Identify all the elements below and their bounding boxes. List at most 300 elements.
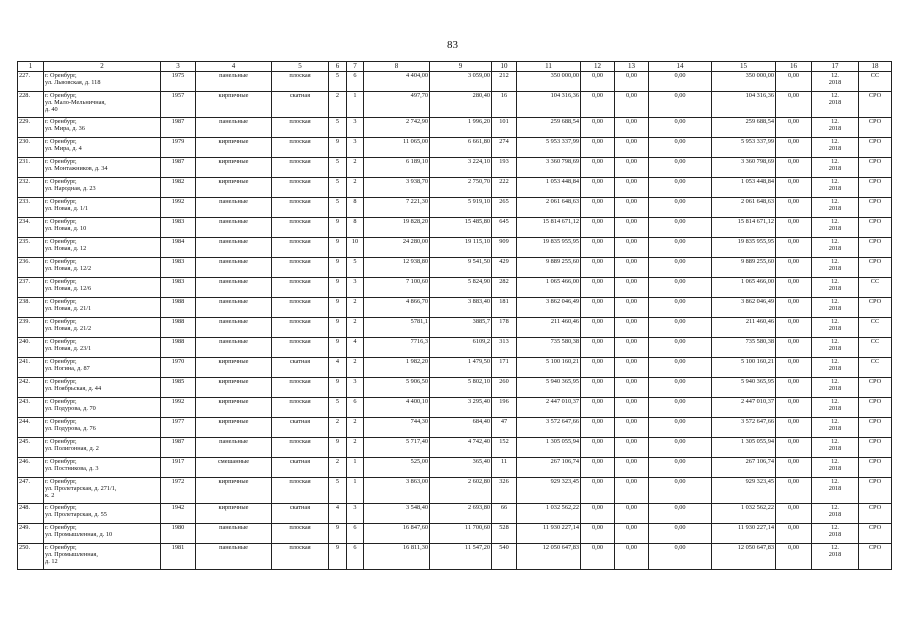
address-line: ул. Новая, д. 12/2 [45,265,92,272]
year-cell: 1992 [161,398,196,418]
address-line: г. Оренбург, [45,418,77,425]
term-line: 2018 [828,265,842,272]
term-line: 12. [831,438,839,445]
year-cell: 1917 [161,458,196,478]
term-line: 12. [831,178,839,185]
wall-material-cell: кирпичные [196,158,272,178]
table-row [18,138,892,158]
residents-cell: 171 [492,358,517,378]
roof-type-cell: плоская [272,258,329,278]
address-line: г. Оренбург, [45,438,77,445]
cost-col13-cell: 0,00 [615,218,649,238]
floors-cell: 9 [329,138,347,158]
cost-col16-cell: 0,00 [776,138,812,158]
entrances-cell: 2 [347,358,364,378]
living-area-cell: 5 802,10 [430,378,492,398]
cost-col13-cell: 0,00 [615,418,649,438]
wall-material-cell: панельные [196,118,272,138]
table-row [18,238,892,258]
floors-cell: 4 [329,358,347,378]
residents-cell: 101 [492,118,517,138]
year-cell: 1988 [161,298,196,318]
living-area-cell: 3 295,40 [430,398,492,418]
cost-col14-cell: 0,00 [649,504,712,524]
address-cell [44,278,161,298]
completion-term-cell [812,378,859,398]
residents-cell: 260 [492,378,517,398]
entrances-cell: 2 [347,158,364,178]
cost-total-cell: 11 930 227,14 [517,524,581,544]
residents-cell: 528 [492,524,517,544]
completion-term-cell [812,418,859,438]
fund-method-cell: СРО [859,138,892,158]
row-number-cell: 233. [18,198,44,218]
cost-col13-cell: 0,00 [615,338,649,358]
table-row [18,418,892,438]
year-cell: 1982 [161,178,196,198]
address-cell [44,398,161,418]
year-cell: 1970 [161,358,196,378]
address-line: ул. Новая, д. 21/1 [45,305,92,312]
wall-material-cell: кирпичные [196,138,272,158]
cost-col12-cell: 0,00 [581,318,615,338]
cost-col12-cell: 0,00 [581,338,615,358]
address-line: ул. Постникова, д. 3 [45,465,99,472]
total-area-cell: 16 847,60 [364,524,430,544]
row-number-cell: 242. [18,378,44,398]
cost-col16-cell: 0,00 [776,298,812,318]
cost-col14-cell: 0,00 [649,358,712,378]
cost-col15-cell: 15 814 671,12 [712,218,776,238]
row-number-cell: 246. [18,458,44,478]
column-header-2: 2 [44,62,161,72]
residents-cell: 540 [492,544,517,570]
completion-term-cell [812,438,859,458]
table-row [18,258,892,278]
cost-total-cell: 1 032 562,22 [517,504,581,524]
term-line: 12. [831,378,839,385]
residents-cell: 152 [492,438,517,458]
cost-col16-cell: 0,00 [776,258,812,278]
cost-total-cell: 929 323,45 [517,478,581,504]
table-row [18,198,892,218]
cost-col12-cell: 0,00 [581,218,615,238]
cost-col16-cell: 0,00 [776,438,812,458]
cost-col15-cell: 1 305 055,94 [712,438,776,458]
cost-col14-cell: 0,00 [649,178,712,198]
table-row [18,178,892,198]
cost-col12-cell: 0,00 [581,238,615,258]
entrances-cell: 1 [347,92,364,118]
living-area-cell: 9 541,50 [430,258,492,278]
term-line: 12. [831,158,839,165]
total-area-cell: 11 065,00 [364,138,430,158]
address-line: г. Оренбург, [45,278,77,285]
floors-cell: 2 [329,418,347,438]
residents-cell: 313 [492,338,517,358]
cost-col15-cell: 211 460,46 [712,318,776,338]
term-line: 12. [831,398,839,405]
living-area-cell: 11 700,60 [430,524,492,544]
roof-type-cell: плоская [272,524,329,544]
row-number-cell: 229. [18,118,44,138]
table-row [18,278,892,298]
address-cell [44,378,161,398]
column-header-10: 10 [492,62,517,72]
cost-col15-cell: 3 862 046,49 [712,298,776,318]
cost-col14-cell: 0,00 [649,478,712,504]
residents-cell: 909 [492,238,517,258]
table-row [18,358,892,378]
living-area-cell: 3 883,40 [430,298,492,318]
entrances-cell: 10 [347,238,364,258]
housing-register-table [17,61,892,570]
cost-col13-cell: 0,00 [615,504,649,524]
cost-col16-cell: 0,00 [776,544,812,570]
year-cell: 1987 [161,158,196,178]
cost-col15-cell: 267 106,74 [712,458,776,478]
fund-method-cell: СРО [859,524,892,544]
entrances-cell: 3 [347,138,364,158]
row-number-cell: 245. [18,438,44,458]
year-cell: 1942 [161,504,196,524]
column-header-14: 14 [649,62,712,72]
address-line: ул. Новая, д. 21/2 [45,325,92,332]
fund-method-cell: СРО [859,92,892,118]
cost-col14-cell: 0,00 [649,92,712,118]
fund-method-cell: СРО [859,398,892,418]
cost-col15-cell: 5 953 337,99 [712,138,776,158]
cost-col13-cell: 0,00 [615,438,649,458]
term-line: 2018 [828,125,842,132]
total-area-cell: 5 906,50 [364,378,430,398]
residents-cell: 178 [492,318,517,338]
cost-col16-cell: 0,00 [776,338,812,358]
term-line: 12. [831,218,839,225]
living-area-cell: 3885,7 [430,318,492,338]
roof-type-cell: плоская [272,118,329,138]
cost-col16-cell: 0,00 [776,278,812,298]
roof-type-cell: плоская [272,478,329,504]
row-number-cell: 237. [18,278,44,298]
year-cell: 1975 [161,72,196,92]
cost-col15-cell: 1 053 448,84 [712,178,776,198]
row-number-cell: 228. [18,92,44,118]
residents-cell: 193 [492,158,517,178]
total-area-cell: 16 811,30 [364,544,430,570]
wall-material-cell: панельные [196,278,272,298]
cost-col12-cell: 0,00 [581,524,615,544]
floors-cell: 9 [329,438,347,458]
completion-term-cell [812,298,859,318]
term-line: 2018 [828,385,842,392]
table-row [18,92,892,118]
address-cell [44,524,161,544]
residents-cell: 326 [492,478,517,504]
cost-col13-cell: 0,00 [615,138,649,158]
cost-total-cell: 5 100 160,21 [517,358,581,378]
cost-col14-cell: 0,00 [649,398,712,418]
wall-material-cell: кирпичные [196,92,272,118]
cost-col16-cell: 0,00 [776,318,812,338]
residents-cell: 274 [492,138,517,158]
total-area-cell: 1 982,20 [364,358,430,378]
address-line: г. Оренбург, [45,218,77,225]
cost-col14-cell: 0,00 [649,138,712,158]
roof-type-cell: плоская [272,544,329,570]
cost-total-cell: 9 889 255,60 [517,258,581,278]
cost-col15-cell: 19 835 955,95 [712,238,776,258]
column-header-4: 4 [196,62,272,72]
year-cell: 1992 [161,198,196,218]
table-row [18,438,892,458]
floors-cell: 9 [329,544,347,570]
cost-col15-cell: 929 323,45 [712,478,776,504]
year-cell: 1988 [161,318,196,338]
cost-col14-cell: 0,00 [649,238,712,258]
cost-total-cell: 1 305 055,94 [517,438,581,458]
living-area-cell: 2 693,80 [430,504,492,524]
cost-col14-cell: 0,00 [649,418,712,438]
address-line: ул. Пролетарская, д. 55 [45,511,107,518]
year-cell: 1972 [161,478,196,504]
floors-cell: 5 [329,178,347,198]
term-line: 2018 [828,99,842,106]
column-header-11: 11 [517,62,581,72]
table-row [18,478,892,504]
address-line: ул. Новая, д. 23/1 [45,345,92,352]
cost-col13-cell: 0,00 [615,298,649,318]
address-cell [44,198,161,218]
cost-col15-cell: 1 032 562,22 [712,504,776,524]
fund-method-cell: СС [859,358,892,378]
cost-total-cell: 3 572 647,66 [517,418,581,438]
cost-col14-cell: 0,00 [649,318,712,338]
term-line: 12. [831,138,839,145]
cost-col15-cell: 9 889 255,60 [712,258,776,278]
cost-col13-cell: 0,00 [615,178,649,198]
fund-method-cell: СС [859,72,892,92]
year-cell: 1957 [161,92,196,118]
address-cell [44,118,161,138]
completion-term-cell [812,118,859,138]
floors-cell: 9 [329,218,347,238]
cost-col12-cell: 0,00 [581,398,615,418]
completion-term-cell [812,358,859,378]
total-area-cell: 24 280,00 [364,238,430,258]
address-cell [44,544,161,570]
roof-type-cell: плоская [272,398,329,418]
address-line: г. Оренбург, [45,298,77,305]
cost-col13-cell: 0,00 [615,358,649,378]
cost-col16-cell: 0,00 [776,72,812,92]
table-header [18,62,892,72]
living-area-cell: 684,40 [430,418,492,438]
cost-col14-cell: 0,00 [649,72,712,92]
cost-total-cell: 19 835 955,95 [517,238,581,258]
address-cell [44,92,161,118]
residents-cell: 11 [492,458,517,478]
cost-col14-cell: 0,00 [649,338,712,358]
floors-cell: 9 [329,258,347,278]
column-header-6: 6 [329,62,347,72]
cost-col14-cell: 0,00 [649,298,712,318]
floors-cell: 5 [329,198,347,218]
address-line: ул. Львовская, д. 118 [45,79,101,86]
total-area-cell: 5 717,40 [364,438,430,458]
term-line: 2018 [828,405,842,412]
term-line: 12. [831,118,839,125]
column-header-16: 16 [776,62,812,72]
fund-method-cell: СРО [859,438,892,458]
cost-total-cell: 2 061 648,63 [517,198,581,218]
wall-material-cell: смешанные [196,458,272,478]
fund-method-cell: СРО [859,118,892,138]
year-cell: 1988 [161,338,196,358]
cost-total-cell: 15 814 671,12 [517,218,581,238]
roof-type-cell: плоская [272,278,329,298]
living-area-cell: 3 224,10 [430,158,492,178]
address-line: ул. Монтажников, д. 34 [45,165,108,172]
cost-col16-cell: 0,00 [776,398,812,418]
row-number-cell: 250. [18,544,44,570]
total-area-cell: 4 404,00 [364,72,430,92]
completion-term-cell [812,158,859,178]
cost-col16-cell: 0,00 [776,238,812,258]
term-line: 12. [831,278,839,285]
row-number-cell: 230. [18,138,44,158]
cost-col14-cell: 0,00 [649,438,712,458]
living-area-cell: 5 919,10 [430,198,492,218]
completion-term-cell [812,398,859,418]
floors-cell: 9 [329,524,347,544]
entrances-cell: 3 [347,278,364,298]
completion-term-cell [812,278,859,298]
residents-cell: 47 [492,418,517,438]
wall-material-cell: панельные [196,438,272,458]
cost-col16-cell: 0,00 [776,92,812,118]
cost-col14-cell: 0,00 [649,118,712,138]
completion-term-cell [812,72,859,92]
term-line: 2018 [828,325,842,332]
floors-cell: 9 [329,238,347,258]
total-area-cell: 744,30 [364,418,430,438]
cost-col16-cell: 0,00 [776,158,812,178]
entrances-cell: 1 [347,458,364,478]
floors-cell: 5 [329,398,347,418]
address-cell [44,418,161,438]
cost-col13-cell: 0,00 [615,378,649,398]
entrances-cell: 3 [347,118,364,138]
year-cell: 1983 [161,278,196,298]
total-area-cell: 19 828,20 [364,218,430,238]
table-row [18,218,892,238]
row-number-cell: 235. [18,238,44,258]
column-header-1: 1 [18,62,44,72]
year-cell: 1977 [161,418,196,438]
total-area-cell: 4 866,70 [364,298,430,318]
cost-col13-cell: 0,00 [615,478,649,504]
completion-term-cell [812,178,859,198]
cost-col12-cell: 0,00 [581,298,615,318]
column-header-8: 8 [364,62,430,72]
cost-total-cell: 3 360 798,69 [517,158,581,178]
roof-type-cell: скатная [272,458,329,478]
term-line: 2018 [828,465,842,472]
cost-col14-cell: 0,00 [649,544,712,570]
cost-col14-cell: 0,00 [649,278,712,298]
year-cell: 1987 [161,438,196,458]
cost-col16-cell: 0,00 [776,358,812,378]
cost-total-cell: 5 940 365,95 [517,378,581,398]
completion-term-cell [812,504,859,524]
address-cell [44,158,161,178]
entrances-cell: 6 [347,72,364,92]
completion-term-cell [812,218,859,238]
entrances-cell: 2 [347,318,364,338]
residents-cell: 212 [492,72,517,92]
address-line: г. Оренбург, [45,358,77,365]
address-line: г. Оренбург, [45,92,77,99]
wall-material-cell: кирпичные [196,478,272,504]
cost-total-cell: 1 065 466,00 [517,278,581,298]
address-cell [44,138,161,158]
wall-material-cell: кирпичные [196,418,272,438]
address-line: ул. Новая, д. 12/6 [45,285,92,292]
row-number-cell: 231. [18,158,44,178]
cost-col13-cell: 0,00 [615,318,649,338]
row-number-cell: 241. [18,358,44,378]
roof-type-cell: скатная [272,504,329,524]
cost-total-cell: 350 000,00 [517,72,581,92]
completion-term-cell [812,524,859,544]
cost-col12-cell: 0,00 [581,438,615,458]
cost-col14-cell: 0,00 [649,524,712,544]
wall-material-cell: кирпичные [196,178,272,198]
cost-col15-cell: 104 316,36 [712,92,776,118]
cost-col13-cell: 0,00 [615,398,649,418]
floors-cell: 2 [329,458,347,478]
address-cell [44,258,161,278]
total-area-cell: 12 938,80 [364,258,430,278]
term-line: 12. [831,318,839,325]
address-line: г. Оренбург, [45,198,77,205]
total-area-cell: 7716,3 [364,338,430,358]
cost-col12-cell: 0,00 [581,138,615,158]
fund-method-cell: СРО [859,238,892,258]
floors-cell: 5 [329,118,347,138]
address-line: г. Оренбург, [45,118,77,125]
cost-col15-cell: 735 580,38 [712,338,776,358]
completion-term-cell [812,544,859,570]
address-cell [44,458,161,478]
cost-col14-cell: 0,00 [649,158,712,178]
entrances-cell: 6 [347,524,364,544]
entrances-cell: 2 [347,178,364,198]
living-area-cell: 3 059,00 [430,72,492,92]
cost-total-cell: 3 862 046,49 [517,298,581,318]
living-area-cell: 280,40 [430,92,492,118]
page-number: 83 [447,39,458,51]
total-area-cell: 4 400,10 [364,398,430,418]
wall-material-cell: панельные [196,218,272,238]
fund-method-cell: СРО [859,198,892,218]
cost-col13-cell: 0,00 [615,458,649,478]
term-line: 12. [831,298,839,305]
living-area-cell: 6109,2 [430,338,492,358]
floors-cell: 2 [329,92,347,118]
address-cell [44,338,161,358]
